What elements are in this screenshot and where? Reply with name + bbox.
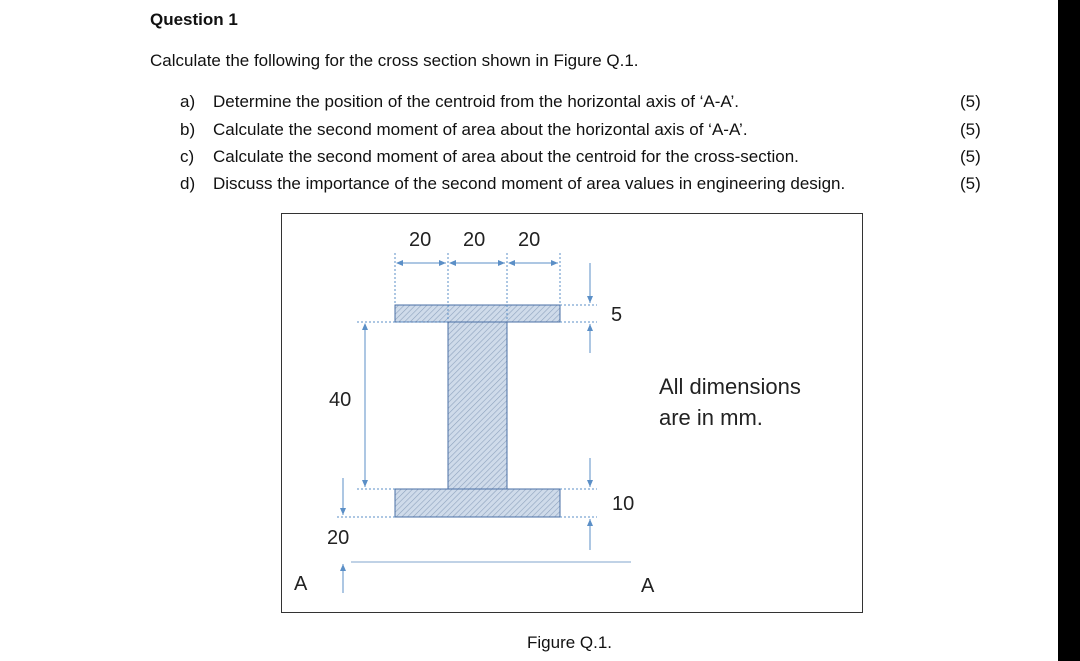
axis-label-left: A: [294, 573, 308, 595]
figure-caption: Figure Q.1.: [527, 633, 613, 652]
right-dimensions: [560, 263, 597, 550]
dim-top-w3: 20: [518, 229, 541, 251]
question-item-b: [180, 120, 990, 144]
question-title: Question 1: [150, 10, 238, 29]
web: [448, 322, 507, 489]
top-flange: [395, 305, 560, 322]
item-text: Determine the position of the centroid from the horizontal axis of ‘A-A’.: [213, 92, 739, 111]
item-letter: d): [180, 174, 196, 193]
item-text: Calculate the second moment of area about the centroid for the cross-section.: [213, 147, 799, 166]
dim-top-flange: 5: [611, 304, 623, 326]
dimensions-note-line2: are in mm.: [659, 405, 763, 430]
dim-top-w2: 20: [463, 229, 486, 251]
bottom-flange: [395, 489, 560, 517]
item-marks: (5): [960, 92, 981, 111]
question-intro: Calculate the following for the cross section shown in Figure Q.1.: [150, 51, 639, 70]
left-dimensions: [337, 322, 448, 593]
axis-label-right: A: [641, 575, 655, 597]
item-text: Calculate the second moment of area about the horizontal axis of ‘A-A’.: [213, 120, 748, 139]
item-marks: (5): [960, 174, 981, 193]
dimensions-note-line1: All dimensions: [659, 374, 801, 399]
item-text: Discuss the importance of the second moment of area values in engineering design.: [213, 174, 846, 193]
dim-web-height: 40: [329, 389, 352, 411]
question-item-c: [180, 147, 990, 171]
item-letter: a): [180, 92, 196, 111]
dim-bottom-flange: 10: [612, 493, 635, 515]
i-beam-figure: [281, 213, 863, 613]
question-item-a: [180, 92, 990, 116]
item-letter: c): [180, 147, 195, 166]
dim-top-w1: 20: [409, 229, 432, 251]
question-item-d: [180, 174, 990, 198]
dim-offset: 20: [327, 527, 350, 549]
item-marks: (5): [960, 120, 981, 139]
item-marks: (5): [960, 147, 981, 166]
item-letter: b): [180, 120, 196, 139]
